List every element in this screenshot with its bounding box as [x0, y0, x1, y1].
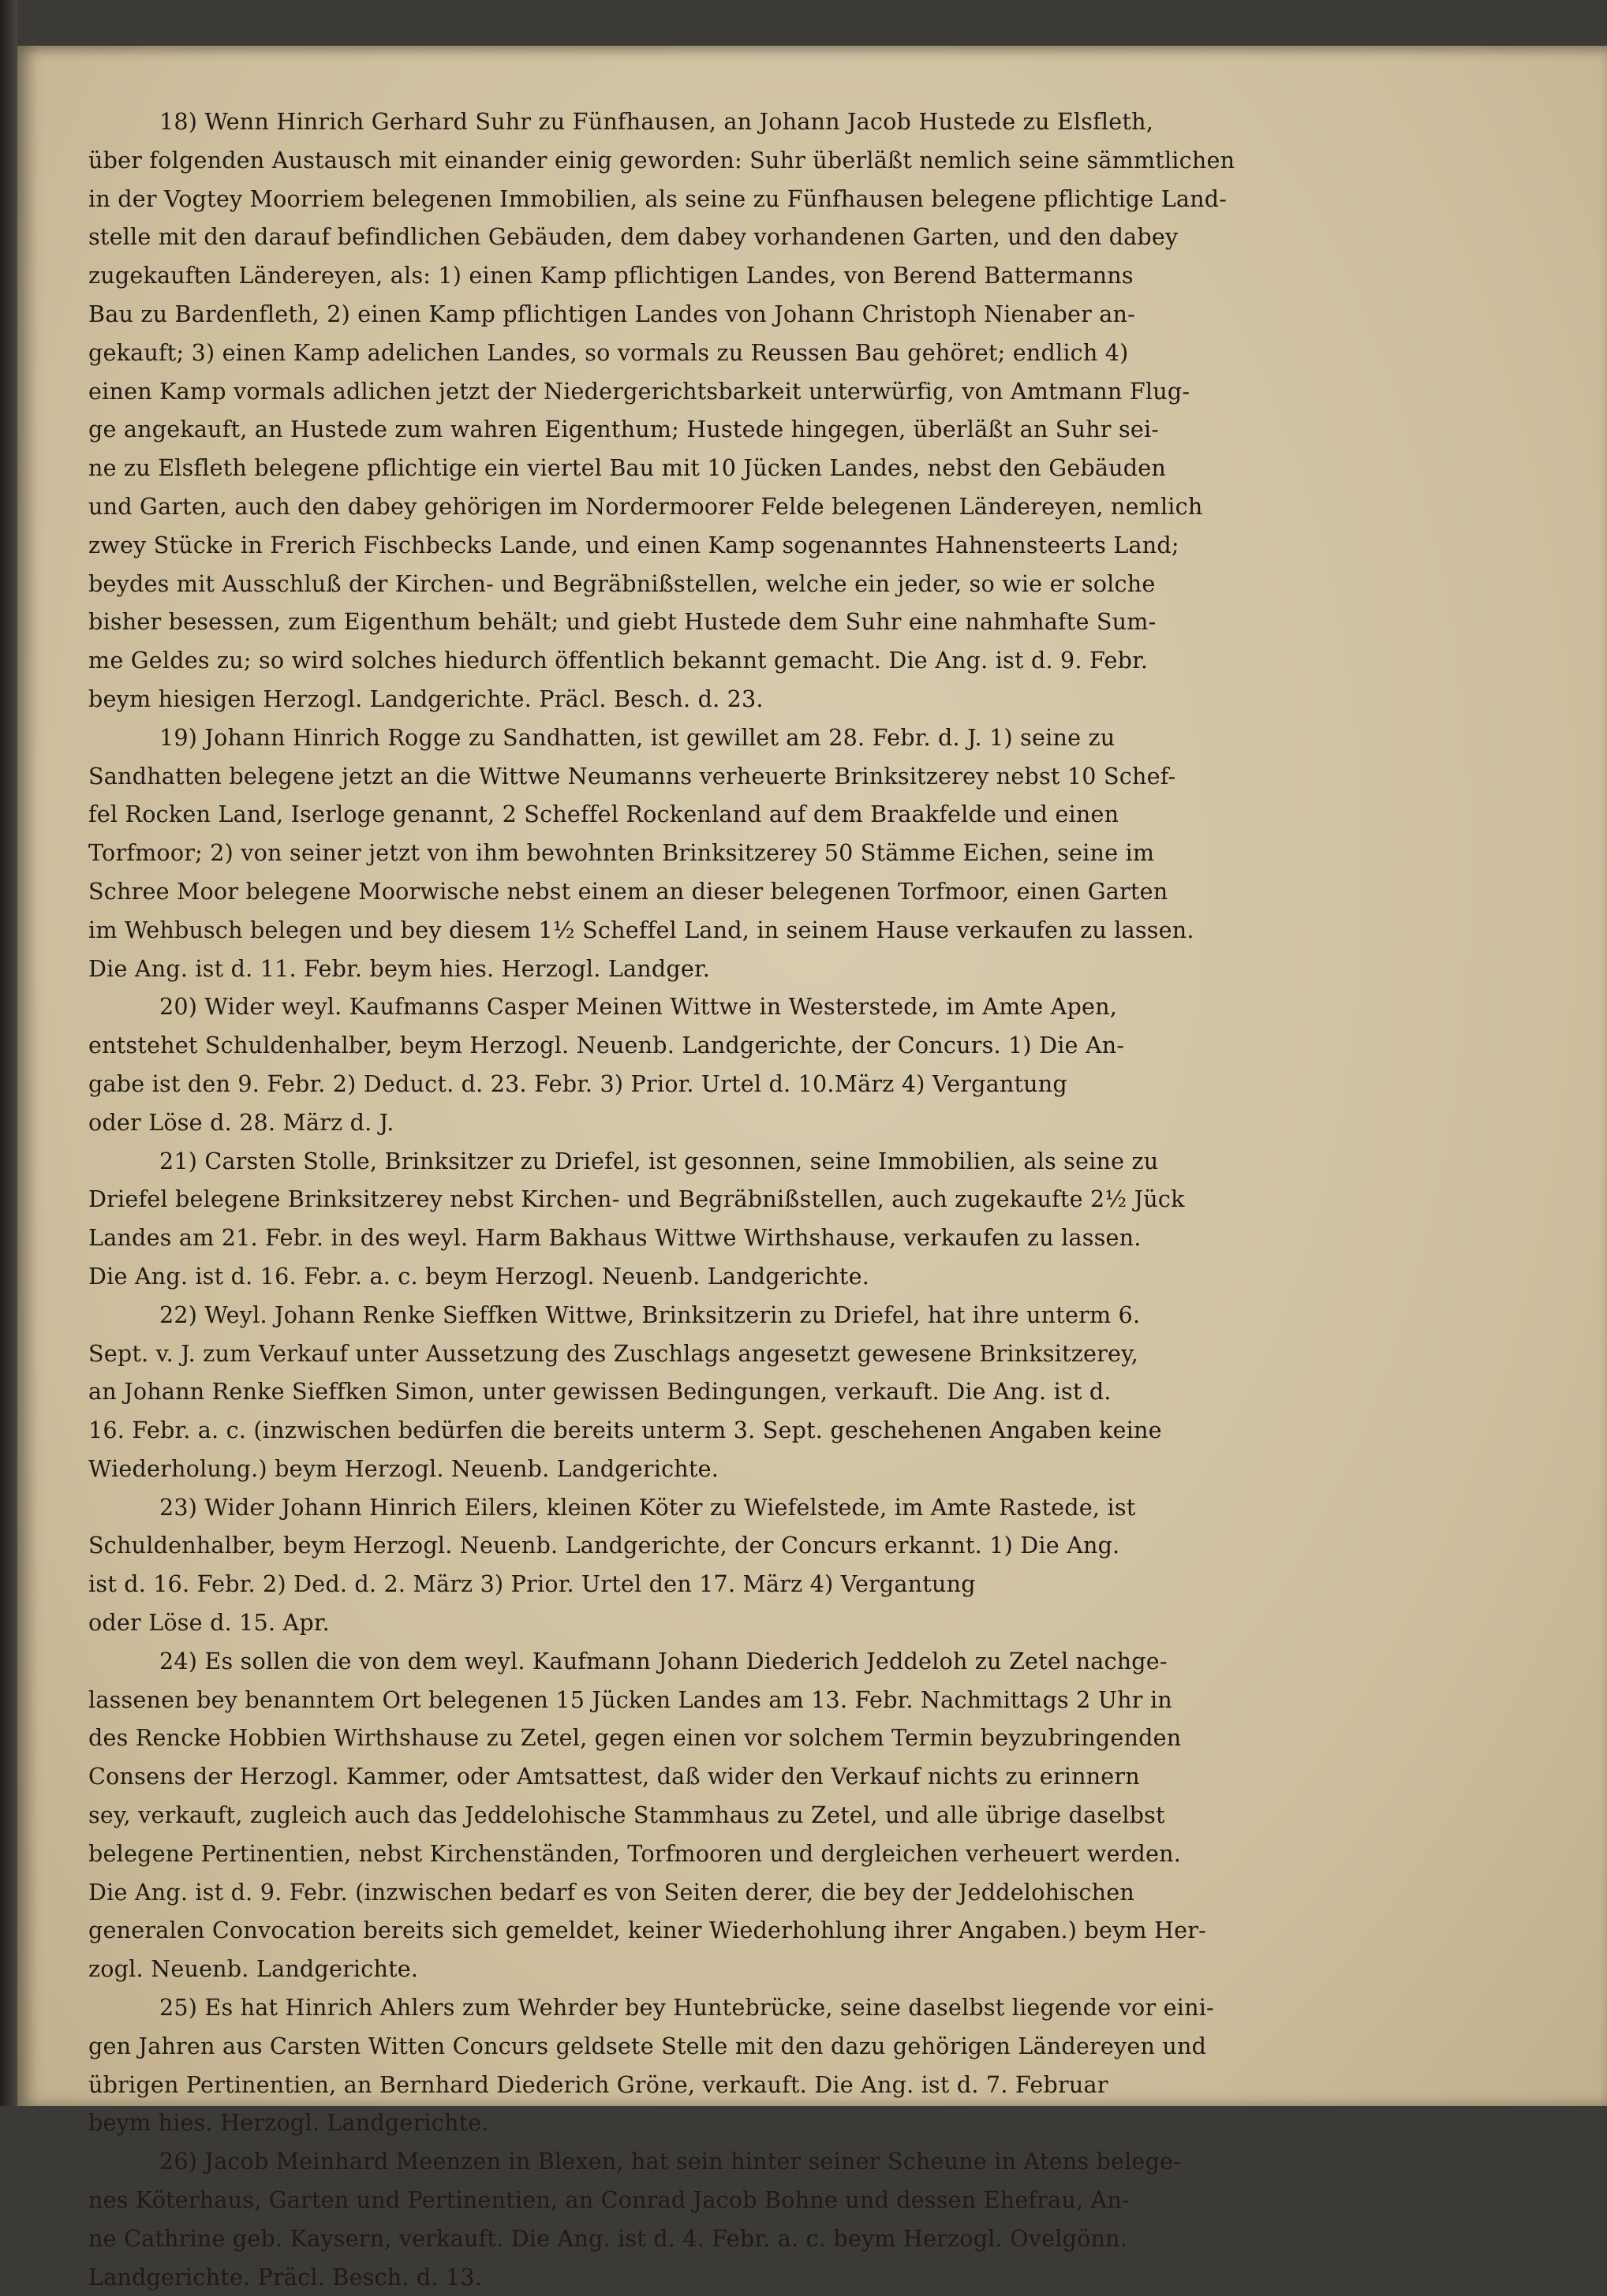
text-line: und Garten, auch den dabey gehörigen im Nordermoorer Felde belegenen Ländereyen, nemlich — [88, 492, 1203, 520]
text-line: Schree Moor belegene Moorwische nebst einem an dieser belegenen Torfmoor, einen Garten — [88, 877, 1168, 905]
text-line: des Rencke Hobbien Wirthshause zu Zetel, gegen einen vor solchem Termin beyzubringenden — [88, 1724, 1182, 1752]
book-page — [17, 46, 1607, 2290]
text-line: beym hiesigen Herzogl. Landgerichte. Präcl. Besch. d. 23. — [88, 685, 764, 712]
text-line: 26) Jacob Meinhard Meenzen in Blexen, hat sein hinter seiner Scheune in Atens belege- — [159, 2148, 1182, 2175]
text-line: zugekauften Ländereyen, als: 1) einen Kamp pflichtigen Landes, von Berend Battermanns — [88, 262, 1134, 289]
text-line: fel Rocken Land, Iserloge genannt, 2 Scheffel Rockenland auf dem Braakfelde und einen — [88, 801, 1119, 828]
text-line: ne zu Elsfleth belegene pflichtige ein viertel Bau mit 10 Jücken Landes, nebst den Gebäuden — [88, 454, 1166, 482]
text-line: gabe ist den 9. Febr. 2) Deduct. d. 23. Febr. 3) Prior. Urtel d. 10.März 4) Vergantung — [88, 1070, 1067, 1097]
text-line: Consens der Herzogl. Kammer, oder Amtsattest, daß wider den Verkauf nichts zu erinnern — [88, 1763, 1140, 1790]
text-line: Sept. v. J. zum Verkauf unter Aussetzung des Zuschlags angesetzt gewesene Brinksitzerey, — [88, 1339, 1138, 1367]
text-line: übrigen Pertinentien, an Bernhard Diederich Gröne, verkauft. Die Ang. ist d. 7. Februar — [88, 2070, 1108, 2098]
text-line: gekauft; 3) einen Kamp adelichen Landes, so vormals zu Reussen Bau gehöret; endlich 4) — [88, 338, 1129, 366]
text-line: oder Löse d. 15. Apr. — [88, 1609, 330, 1637]
text-line: Die Ang. ist d. 9. Febr. (inzwischen bedarf es von Seiten derer, die bey der Jeddelohischen — [88, 1878, 1134, 1906]
text-line: beym hies. Herzogl. Landgerichte. — [88, 2109, 489, 2137]
text-line: 22) Weyl. Johann Renke Sieffken Wittwe, Brinksitzerin zu Driefel, hat ihre unterm 6. — [159, 1301, 1141, 1328]
text-line: nes Köterhaus, Garten und Pertinentien, an Conrad Jacob Bohne und dessen Ehefrau, An- — [88, 2186, 1130, 2214]
text-line: Driefel belegene Brinksitzerey nebst Kirchen- und Begräbnißstellen, auch zugekaufte 2½ Jück — [88, 1185, 1185, 1213]
text-line: über folgenden Austausch mit einander einig geworden: Suhr überläßt nemlich seine sämmtlichen — [88, 146, 1235, 174]
text-line: ist d. 16. Febr. 2) Ded. d. 2. März 3) Prior. Urtel den 17. März 4) Vergantung — [88, 1570, 976, 1598]
text-line: 23) Wider Johann Hinrich Eilers, kleinen Köter zu Wiefelstede, im Amte Rastede, ist — [159, 1493, 1136, 1521]
text-line: 19) Johann Hinrich Rogge zu Sandhatten, ist gewillet am 28. Febr. d. J. 1) seine zu — [159, 723, 1116, 751]
text-line: Landgerichte. Präcl. Besch. d. 13. — [88, 2263, 483, 2290]
text-line: 20) Wider weyl. Kaufmanns Casper Meinen Wittwe in Westerstede, im Amte Apen, — [159, 993, 1118, 1021]
text-line: belegene Pertinentien, nebst Kirchenständen, Torfmooren und dergleichen verheuert werden. — [88, 1839, 1182, 1867]
text-line: Landes am 21. Febr. in des weyl. Harm Bakhaus Wittwe Wirthshause, verkaufen zu lassen. — [88, 1224, 1142, 1252]
text-line: beydes mit Ausschluß der Kirchen- und Begräbnißstellen, welche ein jeder, so wie er solche — [88, 569, 1156, 597]
text-line: lassenen bey benanntem Ort belegenen 15 Jücken Landes am 13. Febr. Nachmittags 2 Uhr in — [88, 1686, 1172, 1713]
text-line: an Johann Renke Sieffken Simon, unter gewissen Bedingungen, verkauft. Die Ang. ist d. — [88, 1378, 1112, 1406]
text-line: zwey Stücke in Frerich Fischbecks Lande, und einen Kamp sogenanntes Hahnensteerts Land; — [88, 531, 1179, 558]
text-line: Torfmoor; 2) von seiner jetzt von ihm bewohnten Brinksitzerey 50 Stämme Eichen, seine im — [88, 839, 1155, 867]
text-line: in der Vogtey Moorriem belegenen Immobilien, als seine zu Fünfhausen belegene pflichtige Land- — [88, 185, 1228, 212]
text-line: Schuldenhalber, beym Herzogl. Neuenb. Landgerichte, der Concurs erkannt. 1) Die Ang. — [88, 1532, 1120, 1559]
text-line: gen Jahren aus Carsten Witten Concurs geldsete Stelle mit den dazu gehörigen Ländereyen und — [88, 2032, 1207, 2059]
text-line: 24) Es sollen die von dem weyl. Kaufmann Johann Diederich Jeddeloh zu Zetel nachge- — [159, 1647, 1168, 1674]
text-line: generalen Convocation bereits sich gemeldet, keiner Wiederhohlung ihrer Angaben.) beym Her- — [88, 1917, 1207, 1944]
text-line: zogl. Neuenb. Landgerichte. — [88, 1955, 419, 1983]
text-line: entstehet Schuldenhalber, beym Herzogl. Neuenb. Landgerichte, der Concurs. 1) Die An- — [88, 1032, 1125, 1059]
text-line: im Wehbusch belegen und bey diesem 1½ Scheffel Land, in seinem Hause verkaufen zu lassen. — [88, 916, 1194, 943]
text-line: einen Kamp vormals adlichen jetzt der Niedergerichtsbarkeit unterwürfig, von Amtmann Flug- — [88, 377, 1190, 405]
text-line: Wiederholung.) beym Herzogl. Neuenb. Landgerichte. — [88, 1454, 719, 1482]
book-spine — [0, 0, 17, 2106]
text-line: Bau zu Bardenfleth, 2) einen Kamp pflichtigen Landes von Johann Christoph Nienaber an- — [88, 300, 1135, 327]
text-line: 21) Carsten Stolle, Brinksitzer zu Driefel, ist gesonnen, seine Immobilien, als seine zu — [159, 1147, 1159, 1174]
text-line: ge angekauft, an Hustede zum wahren Eigenthum; Hustede hingegen, überläßt an Suhr sei- — [88, 416, 1160, 443]
text-line: 18) Wenn Hinrich Gerhard Suhr zu Fünfhausen, an Johann Jacob Hustede zu Elsfleth, — [159, 108, 1153, 135]
text-line: stelle mit den darauf befindlichen Gebäuden, dem dabey vorhandenen Garten, und den dabey — [88, 223, 1179, 251]
text-line: Sandhatten belegene jetzt an die Wittwe Neumanns verheuerte Brinksitzerey nebst 10 Schef- — [88, 762, 1176, 790]
text-line: oder Löse d. 28. März d. J. — [88, 1108, 394, 1136]
page-text — [88, 103, 1429, 2296]
text-line: bisher besessen, zum Eigenthum behält; und giebt Hustede dem Suhr eine nahmhafte Sum- — [88, 608, 1157, 636]
text-line: 25) Es hat Hinrich Ahlers zum Wehrder bey Huntebrücke, seine daselbst liegende vor eini- — [159, 1994, 1214, 2022]
text-line: sey, verkauft, zugleich auch das Jeddelohische Stammhaus zu Zetel, und alle übrige daselbst — [88, 1801, 1165, 1829]
text-line: Die Ang. ist d. 11. Febr. beym hies. Herzogl. Landger. — [88, 954, 711, 982]
text-line: Die Ang. ist d. 16. Febr. a. c. beym Herzogl. Neuenb. Landgerichte. — [88, 1262, 870, 1290]
text-line: me Geldes zu; so wird solches hiedurch öffentlich bekannt gemacht. Die Ang. ist d. 9. Febr. — [88, 647, 1149, 674]
text-line: 16. Febr. a. c. (inzwischen bedürfen die bereits unterm 3. Sept. geschehenen Angaben keine — [88, 1417, 1162, 1444]
text-line: ne Cathrine geb. Kaysern, verkauft. Die Ang. ist d. 4. Febr. a. c. beym Herzogl. Ovelgönn. — [88, 2224, 1128, 2252]
